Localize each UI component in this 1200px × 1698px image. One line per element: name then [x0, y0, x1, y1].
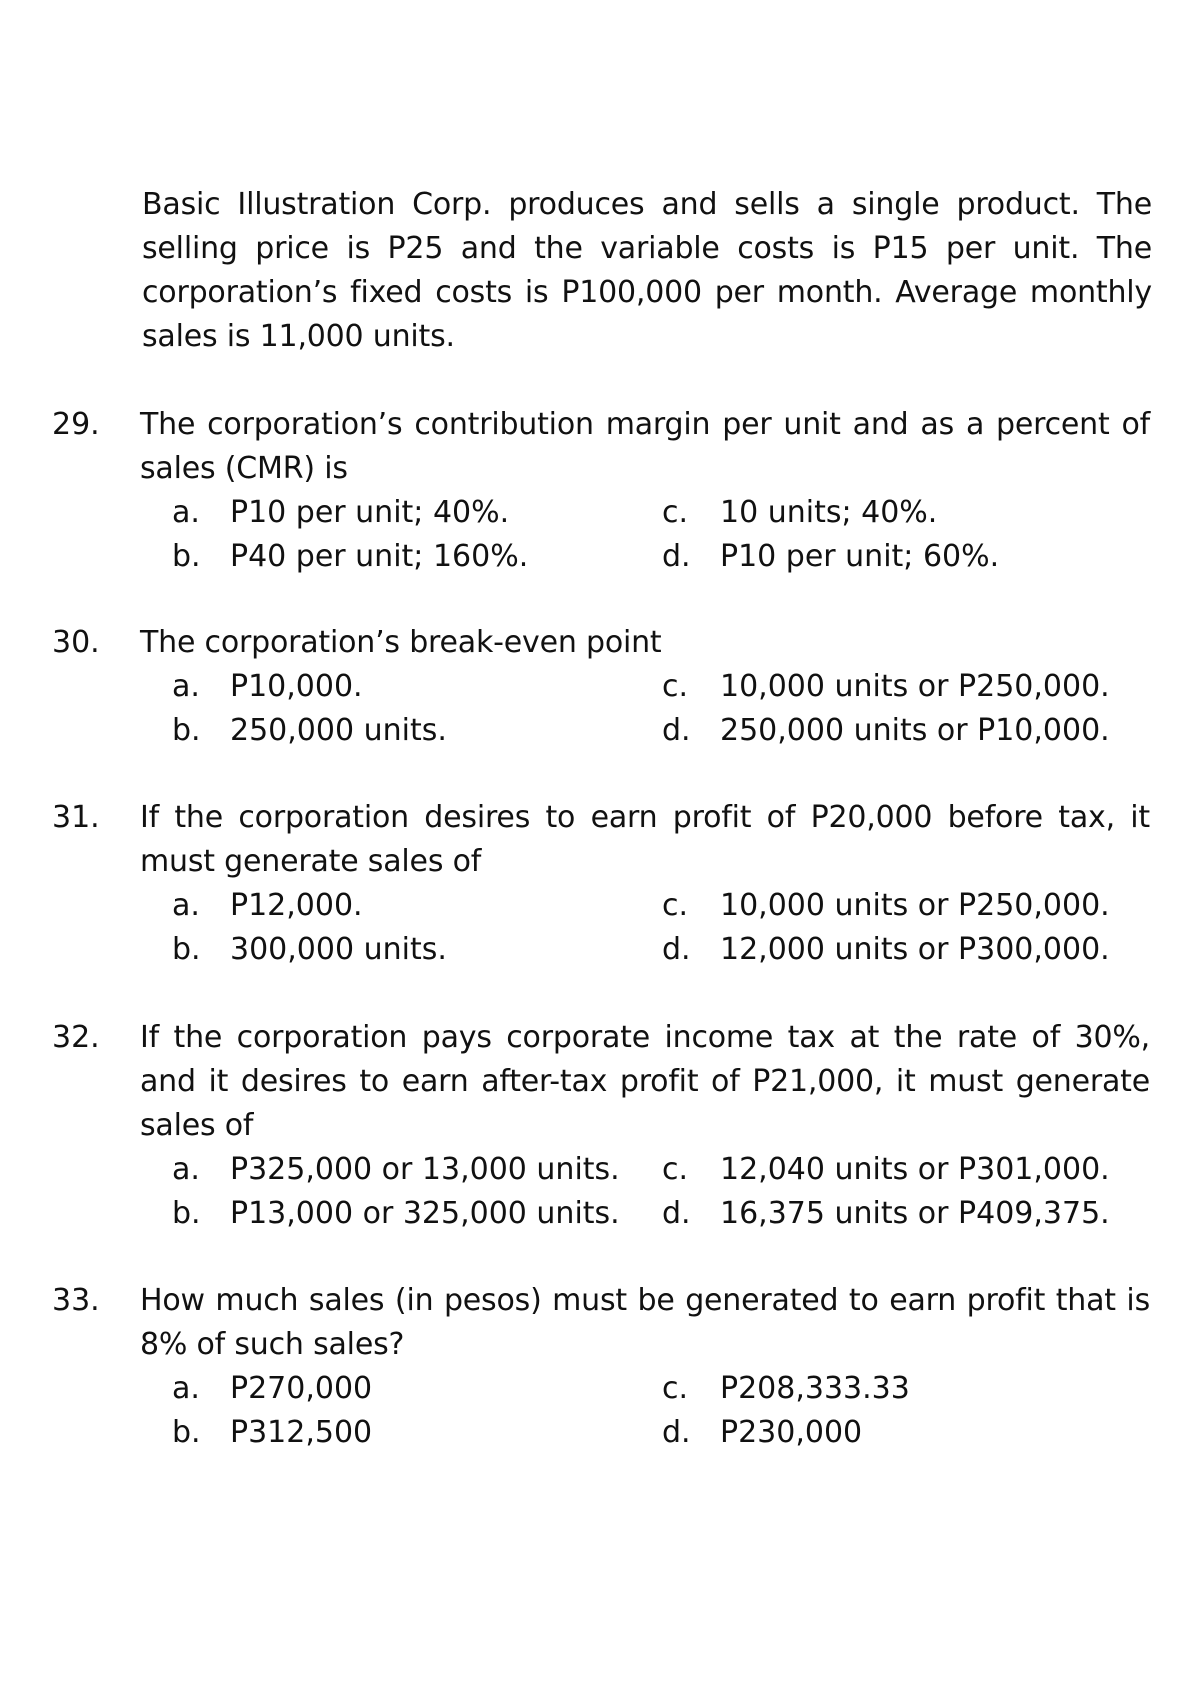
question-number: 31. [52, 800, 100, 835]
choice-letter: b. [172, 1415, 201, 1450]
choice-d [662, 709, 1110, 753]
choice-text: P230,000 [720, 1415, 863, 1450]
question-stem: The corporation’s break-even point [140, 625, 662, 660]
choice-text: 10,000 units or P250,000. [720, 888, 1110, 923]
choice-text: P10 per unit; 40%. [230, 495, 510, 530]
choice-d [662, 1192, 1110, 1236]
choice-letter: c. [662, 1152, 689, 1187]
choice-letter: c. [662, 888, 689, 923]
choice-c [662, 665, 1110, 709]
choice-letter: d. [662, 713, 691, 748]
choice-text: P13,000 or 325,000 units. [230, 1196, 620, 1231]
choice-text: 250,000 units. [230, 713, 447, 748]
choice-d [662, 1411, 862, 1455]
choice-text: P10 per unit; 60%. [720, 539, 1000, 574]
choice-text: 250,000 units or P10,000. [720, 713, 1110, 748]
choice-letter: d. [662, 1415, 691, 1450]
question-32 [52, 1016, 1162, 1236]
problem-intro: Basic Illustration Corp. produces and sells a single product. The selling price is P25 and the variable costs is P15 per unit. The corporation’s fixed costs is P100,000 per month. Average monthly sales is 11,000 units. [142, 187, 1152, 354]
question-30 [52, 621, 1162, 761]
choice-text: P312,500 [230, 1415, 373, 1450]
choice-b [172, 535, 528, 579]
question-33 [52, 1279, 1162, 1459]
choice-letter: a. [172, 495, 200, 530]
choice-letter: a. [172, 669, 200, 704]
choice-letter: c. [662, 669, 689, 704]
choice-text: P270,000 [230, 1371, 373, 1406]
choice-letter: b. [172, 539, 201, 574]
choice-d [662, 928, 1110, 972]
choice-text: P325,000 or 13,000 units. [230, 1152, 620, 1187]
choice-letter: b. [172, 1196, 201, 1231]
choice-text: 12,040 units or P301,000. [720, 1152, 1110, 1187]
choice-text: P208,333.33 [720, 1371, 910, 1406]
choice-text: 300,000 units. [230, 932, 447, 967]
question-number: 32. [52, 1020, 100, 1055]
choice-c [662, 1148, 1110, 1192]
choice-c [662, 884, 1110, 928]
choice-text: P40 per unit; 160%. [230, 539, 529, 574]
choice-c [662, 1367, 910, 1411]
choice-letter: a. [172, 1371, 200, 1406]
choice-a [172, 1148, 620, 1192]
choice-text: P12,000. [230, 888, 363, 923]
choice-letter: d. [662, 539, 691, 574]
choice-text: P10,000. [230, 669, 363, 704]
question-29 [52, 403, 1162, 574]
choice-letter: a. [172, 888, 200, 923]
choice-text: 10 units; 40%. [720, 495, 938, 530]
question-31 [52, 796, 1162, 976]
choice-a [172, 1367, 372, 1411]
choice-a [172, 491, 509, 535]
question-stem: How much sales (in pesos) must be generated to earn profit that is 8% of such sales? [140, 1283, 1150, 1362]
question-number: 29. [52, 407, 100, 442]
question-number: 33. [52, 1283, 100, 1318]
choice-letter: c. [662, 495, 689, 530]
choice-letter: a. [172, 1152, 200, 1187]
choice-letter: b. [172, 713, 201, 748]
choice-text: 12,000 units or P300,000. [720, 932, 1110, 967]
choice-text: 10,000 units or P250,000. [720, 669, 1110, 704]
question-number: 30. [52, 625, 100, 660]
choice-b [172, 709, 447, 753]
choice-letter: c. [662, 1371, 689, 1406]
choice-text: 16,375 units or P409,375. [720, 1196, 1110, 1231]
choice-letter: d. [662, 932, 691, 967]
choice-letter: b. [172, 932, 201, 967]
question-stem: If the corporation pays corporate income tax at the rate of 30%, and it desires to earn after-tax profit of P21,000, it must generate sales of [140, 1020, 1150, 1143]
choice-a [172, 665, 363, 709]
question-stem: The corporation’s contribution margin per unit and as a percent of sales (CMR) is [140, 407, 1150, 486]
choice-b [172, 1192, 620, 1236]
choice-b [172, 1411, 372, 1455]
question-stem: If the corporation desires to earn profit of P20,000 before tax, it must generate sales of [140, 800, 1150, 879]
choice-d [662, 535, 999, 579]
choice-b [172, 928, 447, 972]
choice-letter: d. [662, 1196, 691, 1231]
choice-c [662, 491, 937, 535]
choice-a [172, 884, 363, 928]
